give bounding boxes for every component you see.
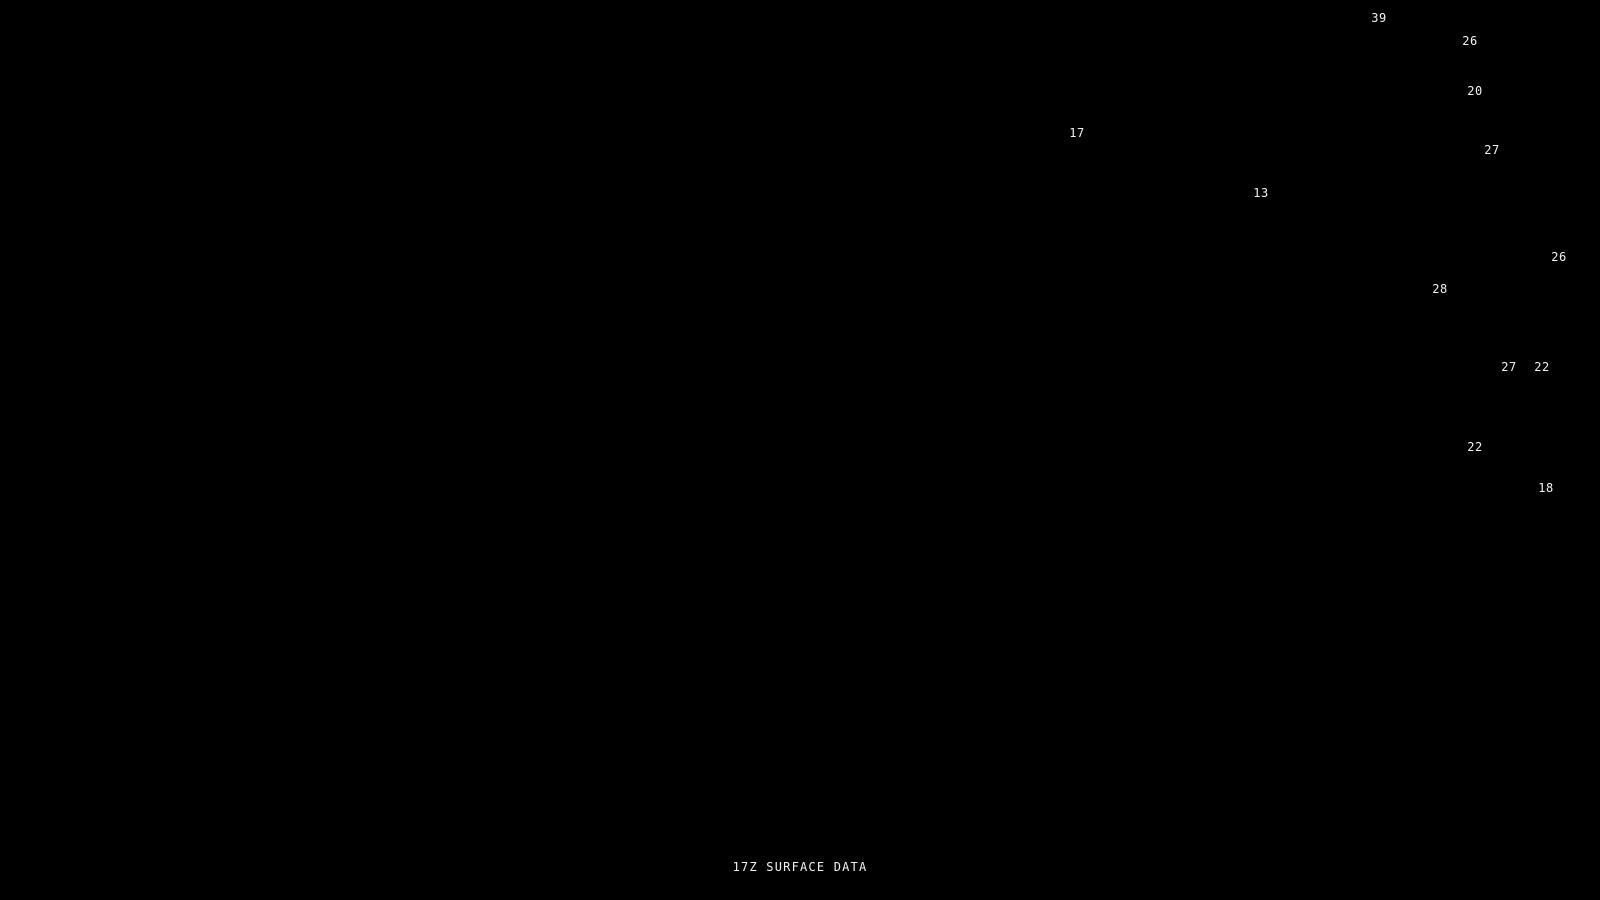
station-observation: 22 — [1467, 440, 1483, 454]
station-observation: 18 — [1538, 481, 1554, 495]
station-observation: 27 — [1501, 360, 1517, 374]
map-title-footer: 17Z SURFACE DATA — [732, 860, 868, 874]
station-observation: 17 — [1069, 126, 1085, 140]
station-observation: 28 — [1432, 282, 1448, 296]
station-observation: 26 — [1551, 250, 1567, 264]
station-observation: 39 — [1371, 11, 1387, 25]
station-observation: 26 — [1462, 34, 1478, 48]
station-observation: 27 — [1484, 143, 1500, 157]
station-observation: 20 — [1467, 84, 1483, 98]
station-observation: 13 — [1253, 186, 1269, 200]
station-observation: 22 — [1534, 360, 1550, 374]
